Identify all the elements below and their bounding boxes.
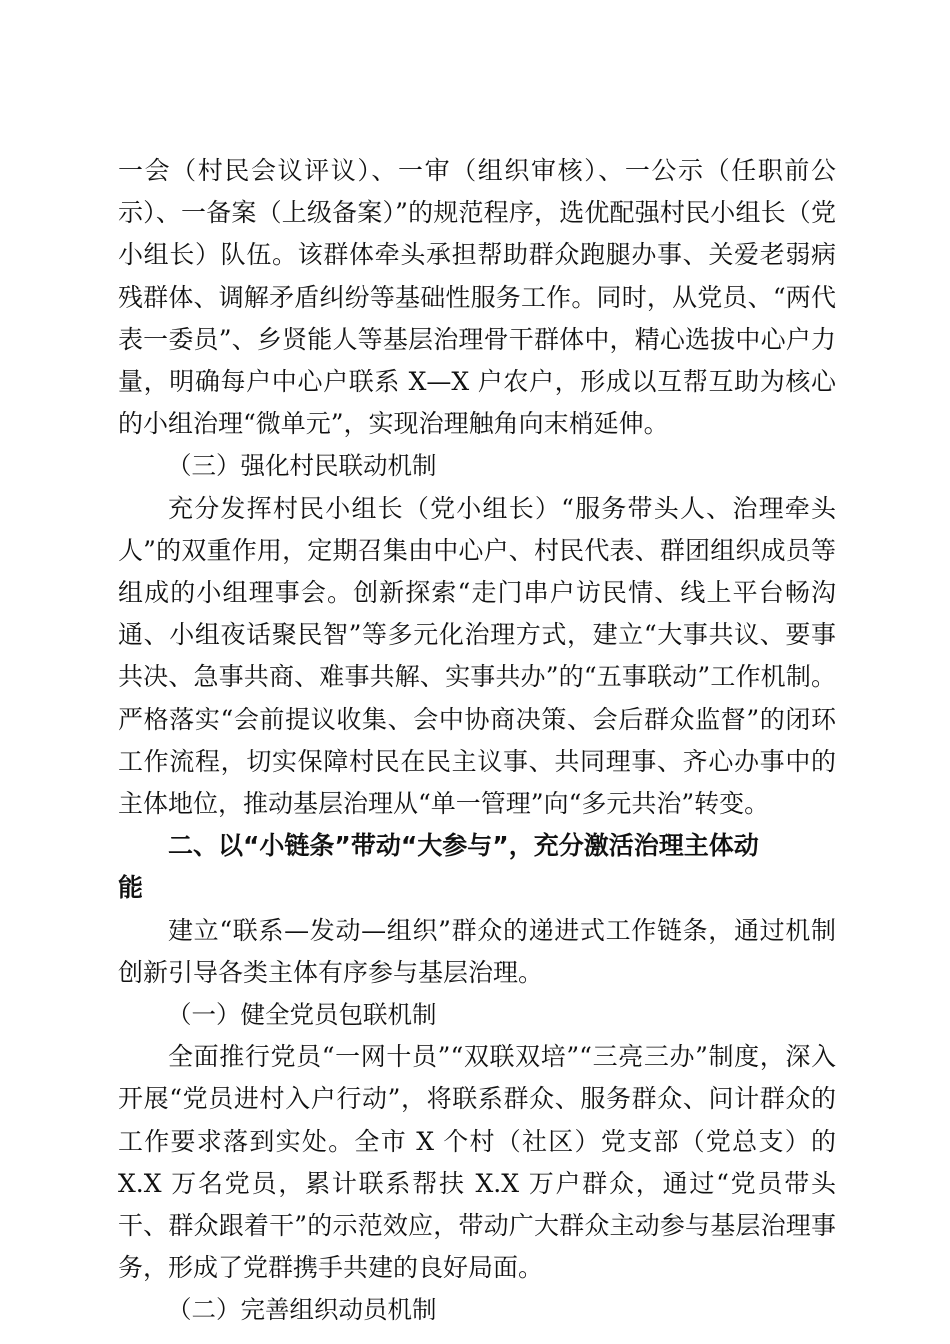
paragraph-continued: 一会（村民会议评议）、一审（组织审核）、一公示（任职前公示）、一备案（上级备案）”的规范程序，选优配强村民小组长（党小组长）队伍。该群体牵头承担帮助群众跑腿办事、关爱老弱病残群体、调解矛盾纠纷等基础性服务工作。同时，从党员、“两代表一委员”、乡贤能人等基层治理骨干群体中，精心选拔中心户力量，明确每户中心户联系 X—X 户农户，形成以互帮互助为核心的小组治理“微单元”，实现治理触角向末梢延伸。 (118, 156, 836, 439)
document-page (118, 150, 836, 1332)
paragraph-subsection-1: 全面推行党员“一网十员”“双联双培”“三亮三办”制度，深入开展“党员进村入户行动”，将联系群众、服务群众、问计群众的工作要求落到实处。全市 X 个村（社区）党支部（党总支）的 X.X 万名党员，累计联系帮扶 X.X 万户群众，通过“党员带头干、群众跟着干”的示范效应，带动广大群众主动参与基层治理事务，形成了党群携手共建的良好局面。 (118, 1042, 836, 1283)
paragraph-section-2-intro: 建立“联系—发动—组织”群众的递进式工作链条，通过机制创新引导各类主体有序参与基层治理。 (118, 915, 836, 987)
subheading-2: （二）完善组织动员机制 (167, 1295, 437, 1325)
subheading-3: （三）强化村民联动机制 (167, 451, 437, 481)
subheading-1: （一）健全党员包联机制 (167, 1000, 437, 1030)
paragraph-subsection-3: 充分发挥村民小组长（党小组长）“服务带头人、治理牵头人”的双重作用，定期召集由中心户、村民代表、群团组织成员等组成的小组理事会。创新探索“走门串户访民情、线上平台畅沟通、小组夜话聚民智”等多元化治理方式，建立“大事共议、要事共决、急事共商、难事共解、实事共办”的“五事联动”工作机制。严格落实“会前提议收集、会中协商决策、会后群众监督”的闭环工作流程，切实保障村民在民主议事、共同理事、齐心办事中的主体地位，推动基层治理从“单一管理”向“多元共治”转变。 (118, 493, 836, 819)
section-heading-2 (118, 825, 836, 909)
section-heading-2-line1: 二、以“小链条”带动“大参与”，充分激活治理主体动 (168, 831, 759, 861)
section-heading-2-line2: 能 (118, 873, 144, 903)
